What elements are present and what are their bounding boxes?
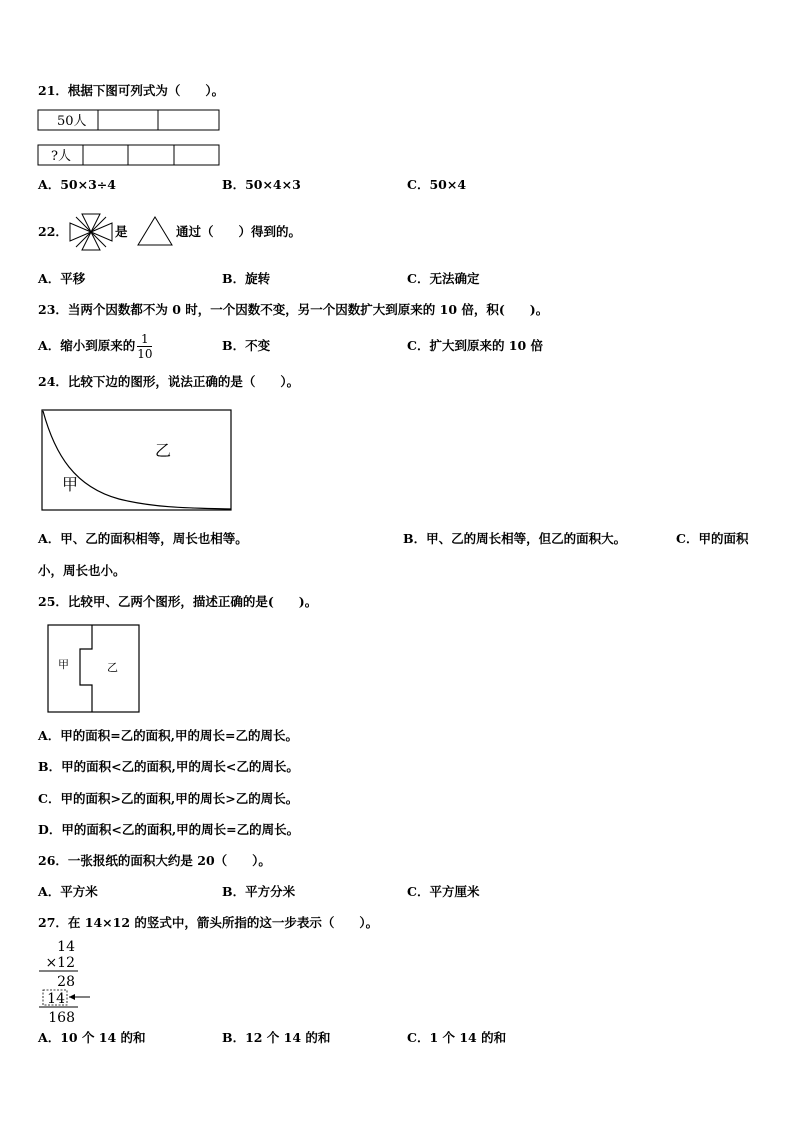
- q26-option-c[interactable]: C．平方厘米: [407, 884, 480, 899]
- q23-option-a[interactable]: [38, 329, 152, 363]
- label-jia: 甲: [62, 475, 79, 494]
- q25-option-c[interactable]: C．甲的面积>乙的面积,甲的周长>乙的周长。: [38, 791, 299, 806]
- pinwheel-figure: [68, 212, 114, 252]
- q23-stem: 23．当两个因数都不为 0 时，一个因数不变，另一个因数扩大到原来的 10 倍，积( )。: [38, 302, 549, 317]
- q26-option-b[interactable]: B．平方分米: [222, 884, 296, 899]
- vertical-multiplication: [36, 936, 96, 1024]
- q21-top-label: 50人: [57, 114, 87, 129]
- calc-line: 14: [47, 991, 65, 1007]
- q24-option-c-continued: 小，周长也小。: [38, 563, 126, 578]
- q27-option-a[interactable]: A．10 个 14 的和: [38, 1030, 146, 1045]
- label-jia: 甲: [58, 658, 69, 671]
- arrow-head-icon: [69, 994, 75, 1000]
- q27-option-c[interactable]: C．1 个 14 的和: [407, 1030, 507, 1045]
- q24-option-a[interactable]: A．甲、乙的面积相等，周长也相等。: [38, 531, 248, 546]
- calc-line: 168: [48, 1010, 75, 1024]
- q22-stem-rest: 通过（ ）得到的。: [176, 224, 302, 239]
- q22-option-b[interactable]: B．旋转: [222, 271, 271, 286]
- q25-option-a[interactable]: A．甲的面积=乙的面积,甲的周长=乙的周长。: [38, 728, 298, 743]
- curve-divider: [43, 411, 231, 509]
- q22-option-c[interactable]: C．无法确定: [407, 271, 480, 286]
- q25-stem: 25．比较甲、乙两个图形，描述正确的是( )。: [38, 594, 318, 609]
- fraction-denominator: 10: [137, 347, 153, 361]
- q25-option-d[interactable]: D．甲的面积<乙的面积,甲的周长=乙的周长。: [38, 822, 300, 837]
- fraction: [137, 332, 152, 361]
- q25-square-figure: [47, 624, 141, 714]
- fraction-numerator: 1: [137, 332, 152, 347]
- q25-option-b[interactable]: B．甲的面积<乙的面积,甲的周长<乙的周长。: [38, 759, 299, 774]
- q23-option-a-text: A．缩小到原来的: [38, 338, 136, 353]
- label-yi: 乙: [155, 441, 172, 460]
- q23-option-b[interactable]: B．不变: [222, 338, 271, 353]
- q24-option-b[interactable]: B．甲、乙的周长相等，但乙的面积大。: [403, 531, 627, 546]
- q26-option-a[interactable]: A．平方米: [38, 884, 98, 899]
- calc-line: ×12: [45, 955, 75, 971]
- label-yi: 乙: [107, 661, 118, 674]
- q22-number: 22．: [38, 224, 68, 239]
- calc-line: 14: [57, 939, 75, 955]
- q24-rectangle-figure: [41, 409, 233, 512]
- q21-stem: 21．根据下图可列式为（ ）。: [38, 83, 225, 98]
- q22-is-text: 是: [115, 224, 128, 239]
- q21-option-b[interactable]: B．50×4×3: [222, 177, 301, 192]
- q21-option-a[interactable]: A．50×3÷4: [38, 177, 116, 192]
- q21-bar-diagram: [37, 109, 221, 167]
- q27-option-b[interactable]: B．12 个 14 的和: [222, 1030, 331, 1045]
- q27-stem: 27．在 14×12 的竖式中，箭头所指的这一步表示（ ）。: [38, 915, 379, 930]
- q26-stem: 26．一张报纸的面积大约是 20（ ）。: [38, 853, 271, 868]
- q24-stem: 24．比较下边的图形，说法正确的是（ ）。: [38, 374, 300, 389]
- q21-option-c[interactable]: C．50×4: [407, 177, 467, 192]
- triangle-figure: [136, 215, 174, 247]
- q21-bottom-label: ?人: [51, 149, 71, 164]
- q23-option-c[interactable]: C．扩大到原来的 10 倍: [407, 338, 544, 353]
- q22-option-a[interactable]: A．平移: [38, 271, 86, 286]
- divider-line: [80, 625, 92, 712]
- calc-line: 28: [57, 974, 75, 990]
- q24-option-c[interactable]: C．甲的面积: [676, 531, 749, 546]
